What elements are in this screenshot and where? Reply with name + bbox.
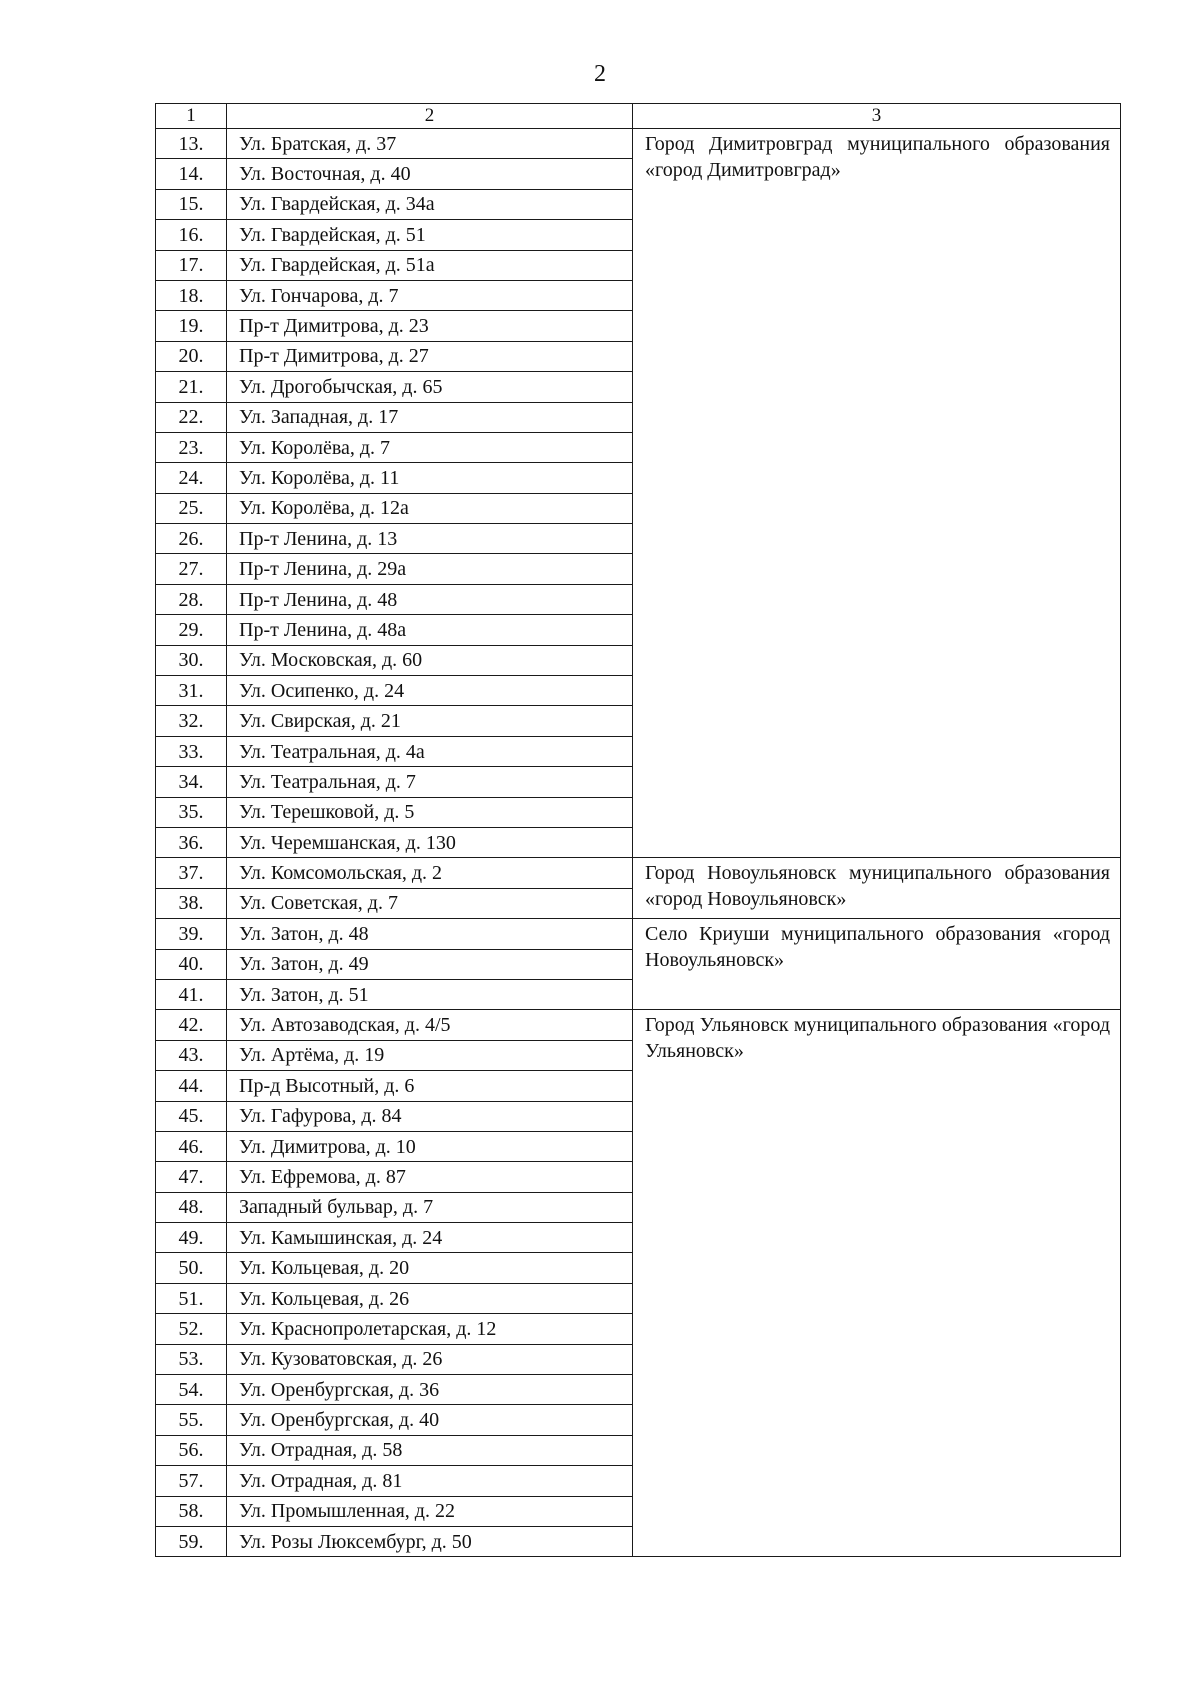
row-address: Ул. Театральная, д. 7 [227,767,633,797]
row-number: 26. [156,524,227,554]
row-address: Ул. Кузоватовская, д. 26 [227,1344,633,1374]
row-number: 46. [156,1131,227,1161]
row-address: Пр-т Ленина, д. 48а [227,615,633,645]
page-number: 2 [594,61,606,87]
row-address: Ул. Советская, д. 7 [227,888,633,918]
row-address: Ул. Отрадная, д. 58 [227,1435,633,1465]
row-number: 45. [156,1101,227,1131]
row-number: 37. [156,858,227,888]
row-number: 15. [156,189,227,219]
row-locality: Село Криуши муниципального образования «город Новоульяновск» [633,919,1121,1010]
row-number: 16. [156,220,227,250]
row-address: Ул. Королёва, д. 11 [227,463,633,493]
row-address: Ул. Дрогобычская, д. 65 [227,372,633,402]
row-number: 23. [156,432,227,462]
row-number: 24. [156,463,227,493]
row-number: 13. [156,129,227,159]
row-address: Западный бульвар, д. 7 [227,1192,633,1222]
row-address: Пр-т Димитрова, д. 23 [227,311,633,341]
row-number: 57. [156,1466,227,1496]
row-address: Ул. Осипенко, д. 24 [227,676,633,706]
row-locality: Город Новоульяновск муниципального образования «город Новоульяновск» [633,858,1121,919]
row-address: Пр-т Димитрова, д. 27 [227,341,633,371]
row-address: Ул. Камышинская, д. 24 [227,1223,633,1253]
row-address: Ул. Гвардейская, д. 51 [227,220,633,250]
row-number: 39. [156,919,227,949]
row-address: Ул. Восточная, д. 40 [227,159,633,189]
row-number: 22. [156,402,227,432]
row-address: Ул. Затон, д. 51 [227,979,633,1009]
row-number: 54. [156,1375,227,1405]
row-number: 49. [156,1223,227,1253]
row-locality: Город Димитровград муниципального образования «город Димитровград» [633,129,1121,858]
row-address: Ул. Артёма, д. 19 [227,1040,633,1070]
table-header-row [156,104,1121,129]
row-address: Ул. Гвардейская, д. 34а [227,189,633,219]
row-address: Ул. Братская, д. 37 [227,129,633,159]
row-address: Ул. Гончарова, д. 7 [227,280,633,310]
row-number: 19. [156,311,227,341]
row-address: Ул. Королёва, д. 7 [227,432,633,462]
row-address: Ул. Димитрова, д. 10 [227,1131,633,1161]
row-number: 51. [156,1283,227,1313]
row-number: 53. [156,1344,227,1374]
row-address: Пр-д Высотный, д. 6 [227,1071,633,1101]
row-number: 17. [156,250,227,280]
table-row [156,858,1121,888]
row-number: 32. [156,706,227,736]
row-number: 40. [156,949,227,979]
row-address: Ул. Оренбургская, д. 40 [227,1405,633,1435]
row-address: Ул. Промышленная, д. 22 [227,1496,633,1526]
addresses-table [155,103,1121,1557]
row-locality: Город Ульяновск муниципального образования «город Ульяновск» [633,1010,1121,1557]
row-number: 47. [156,1162,227,1192]
row-address: Ул. Гафурова, д. 84 [227,1101,633,1131]
row-number: 50. [156,1253,227,1283]
row-number: 35. [156,797,227,827]
row-number: 52. [156,1314,227,1344]
column-header-number: 1 [156,104,227,129]
row-number: 28. [156,584,227,614]
row-address: Ул. Ефремова, д. 87 [227,1162,633,1192]
row-number: 38. [156,888,227,918]
row-address: Ул. Кольцевая, д. 20 [227,1253,633,1283]
table-row [156,129,1121,159]
row-number: 58. [156,1496,227,1526]
row-address: Пр-т Ленина, д. 29а [227,554,633,584]
row-address: Ул. Отрадная, д. 81 [227,1466,633,1496]
table-row [156,919,1121,949]
row-number: 29. [156,615,227,645]
row-number: 27. [156,554,227,584]
row-number: 33. [156,736,227,766]
row-number: 41. [156,979,227,1009]
row-address: Ул. Черемшанская, д. 130 [227,827,633,857]
row-address: Ул. Театральная, д. 4а [227,736,633,766]
row-address: Ул. Автозаводская, д. 4/5 [227,1010,633,1040]
row-number: 14. [156,159,227,189]
row-number: 43. [156,1040,227,1070]
row-address: Ул. Западная, д. 17 [227,402,633,432]
row-number: 21. [156,372,227,402]
row-address: Пр-т Ленина, д. 48 [227,584,633,614]
row-number: 55. [156,1405,227,1435]
row-number: 31. [156,676,227,706]
column-header-locality: 3 [633,104,1121,129]
row-number: 34. [156,767,227,797]
row-address: Ул. Комсомольская, д. 2 [227,858,633,888]
row-address: Ул. Краснопролетарская, д. 12 [227,1314,633,1344]
row-number: 44. [156,1071,227,1101]
table-row [156,1010,1121,1040]
row-address: Ул. Свирская, д. 21 [227,706,633,736]
row-number: 25. [156,493,227,523]
column-header-address: 2 [227,104,633,129]
row-number: 20. [156,341,227,371]
row-address: Ул. Гвардейская, д. 51а [227,250,633,280]
row-address: Ул. Оренбургская, д. 36 [227,1375,633,1405]
row-number: 18. [156,280,227,310]
row-number: 48. [156,1192,227,1222]
row-address: Пр-т Ленина, д. 13 [227,524,633,554]
row-number: 59. [156,1526,227,1556]
row-address: Ул. Затон, д. 49 [227,949,633,979]
row-address: Ул. Затон, д. 48 [227,919,633,949]
row-number: 36. [156,827,227,857]
row-address: Ул. Королёва, д. 12а [227,493,633,523]
row-number: 56. [156,1435,227,1465]
row-address: Ул. Кольцевая, д. 26 [227,1283,633,1313]
row-address: Ул. Терешковой, д. 5 [227,797,633,827]
row-number: 42. [156,1010,227,1040]
table-body [156,104,1121,1557]
row-address: Ул. Розы Люксембург, д. 50 [227,1526,633,1556]
row-address: Ул. Московская, д. 60 [227,645,633,675]
row-number: 30. [156,645,227,675]
